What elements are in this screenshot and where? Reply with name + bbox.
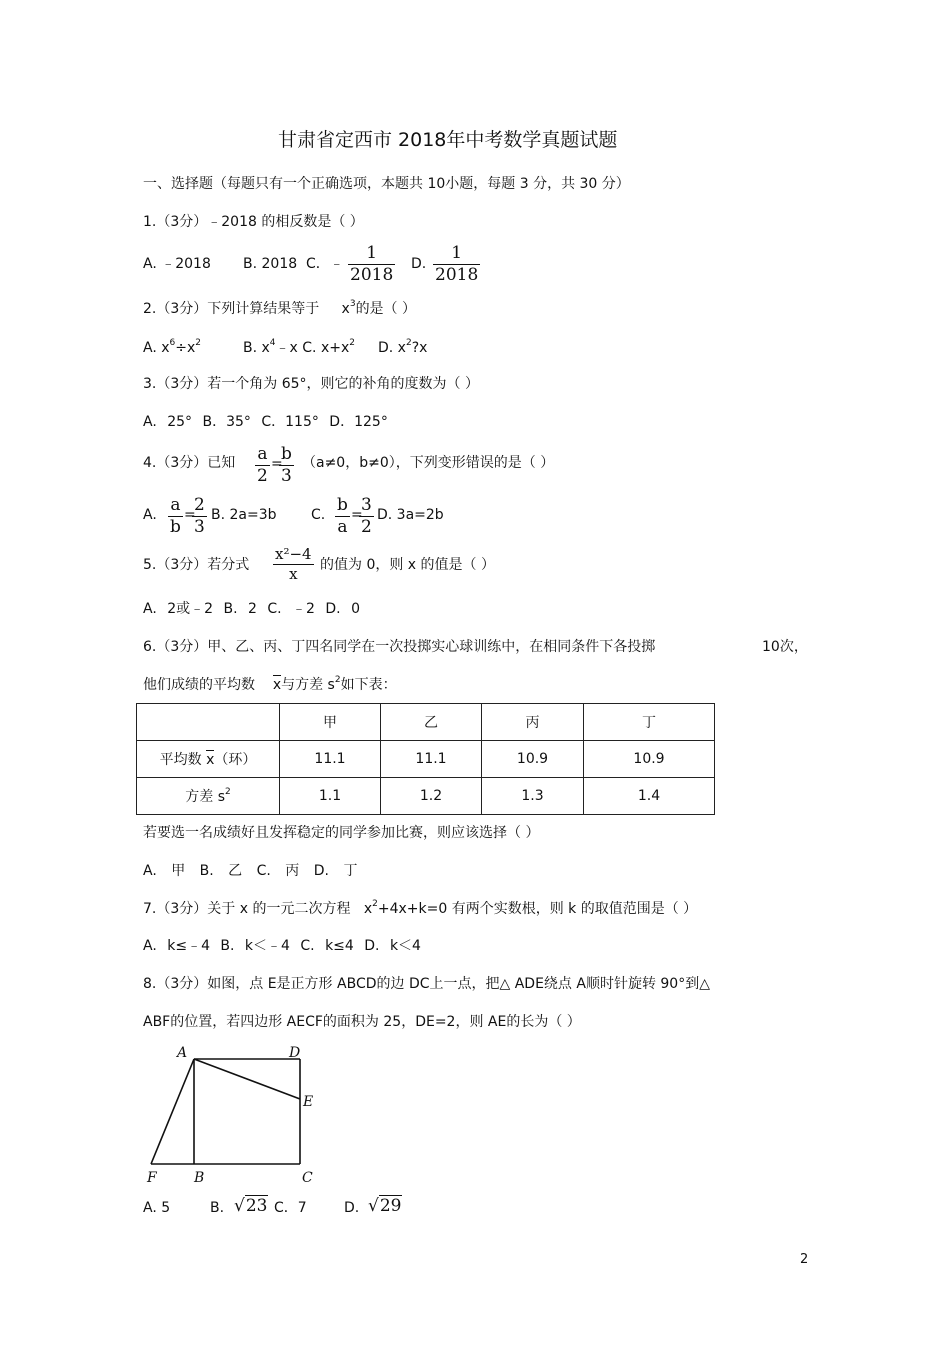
q2-stem [143, 299, 417, 317]
q3-options: A. 25° B．35° C．115° D．125° [143, 414, 388, 430]
fraction-numerator: 1 [366, 243, 378, 263]
q2-option-d-rest: ?x [411, 340, 428, 356]
table-cell: 11.1 [381, 741, 482, 778]
table-header-cell: 丙 [482, 704, 584, 741]
page-number: 2 [800, 1252, 809, 1267]
mean-symbol: x [272, 677, 282, 693]
q8-line1: 8.（3分）如图，点 E是正方形 ABCD的边 DC上一点，把△ ADE绕点 A顺时针旋转 90°到△ [143, 976, 710, 992]
q1-option-a: A. ﹣2018 [143, 256, 211, 272]
equals-sign: = [351, 507, 363, 523]
exponent: 2 [225, 787, 231, 797]
q2-variable: x [341, 301, 350, 317]
q4-given-fraction-right [279, 446, 294, 485]
row-label-text: 平均数 [159, 752, 202, 768]
q7-stem [143, 899, 698, 917]
point-label-d: D [289, 1045, 301, 1061]
q7-variable: x [363, 901, 373, 917]
q5-stem-b: 的值为 0，则 x 的值是（ ） [320, 557, 495, 573]
q1-option-d-fraction [433, 245, 480, 284]
section-heading: 一、选择题（每题只有一个正确选项，本题共 10小题，每题 3 分，共 30 分） [143, 176, 630, 192]
table-row-label [137, 741, 280, 778]
q4-option-c: C. [311, 507, 326, 523]
table-header-cell [137, 704, 280, 741]
q7-stem-tail: +4x+k=0 有两个实数根，则 k 的取值范围是（ ） [377, 901, 698, 917]
table-cell: 10.9 [482, 741, 584, 778]
table-header-cell: 丁 [584, 704, 715, 741]
point-label-b: B [194, 1170, 205, 1186]
table-row [137, 778, 715, 815]
q2-option-a-rest: ÷x [175, 340, 196, 356]
q4-option-a-fraction-right [192, 497, 207, 536]
q5-fraction [273, 547, 314, 582]
point-label-c: C [302, 1170, 313, 1186]
q4-option-c-fraction-left [335, 497, 350, 536]
exponent: 4 [269, 338, 276, 348]
exponent: 6 [169, 338, 176, 348]
fraction-numerator: 2 [194, 495, 205, 515]
q2-stem-tail: 的是（ ） [355, 301, 417, 317]
q4-option-b: B. 2a=3b [211, 507, 277, 523]
q2-exponent: 3 [349, 299, 356, 309]
equals-sign: = [271, 456, 283, 472]
table-cell: 10.9 [584, 741, 715, 778]
q2-option-d-text: D. x [378, 340, 406, 356]
fraction-numerator: a [257, 444, 268, 464]
q2-option-b-rest: ﹣x C. x+x [275, 340, 350, 356]
page-title: 甘肃省定西市 2018年中考数学真题试题 [278, 129, 618, 151]
q8-option-a: A. 5 [143, 1200, 171, 1216]
fraction-denominator: 2018 [435, 265, 479, 285]
radicand: 23 [245, 1196, 268, 1216]
q1-option-c: C．﹣ [306, 256, 344, 272]
q8-option-c: C．7 [274, 1200, 307, 1216]
q6-line1-tail: 10次， [762, 639, 808, 655]
exponent: 2 [372, 899, 378, 909]
point-label-e: E [303, 1094, 314, 1110]
q8-option-d: D. [344, 1200, 360, 1216]
fraction-denominator: 3 [194, 517, 205, 537]
table-header-cell: 甲 [280, 704, 381, 741]
exponent: 2 [334, 675, 341, 685]
table-cell: 11.1 [280, 741, 381, 778]
q4-option-a: A. [143, 507, 157, 523]
q1-option-b: B. 2018 [243, 256, 298, 272]
q8-option-b: B. [210, 1200, 225, 1216]
q8-geometry-figure [140, 1040, 330, 1190]
q8-line2: ABF的位置，若四边形 AECF的面积为 25，DE=2，则 AE的长为（ ） [143, 1014, 581, 1030]
fraction-denominator: 3 [281, 466, 292, 486]
table-cell: 1.4 [584, 778, 715, 815]
fraction-denominator: 2 [257, 466, 268, 486]
fraction-numerator: x²−4 [275, 545, 312, 563]
table-cell: 1.2 [381, 778, 482, 815]
q2-options-bc [243, 338, 355, 356]
table-header-row [137, 704, 715, 741]
exponent: 2 [349, 338, 355, 348]
q2-option-d [378, 338, 428, 356]
table-header-cell: 乙 [381, 704, 482, 741]
q7-stem-text: 7.（3分）关于 x 的一元二次方程 [143, 901, 351, 917]
q7-options: A. k≤﹣4 B. k＜﹣4 C. k≤4 D. k＜4 [143, 938, 421, 954]
table-row-label [137, 778, 280, 815]
q6-options: A. 甲 B. 乙 C. 丙 D. 丁 [143, 863, 358, 879]
q6-line2-tail: 如下表： [340, 677, 397, 693]
row-label-text: 方差 s [185, 789, 225, 805]
q6-line1: 6.（3分）甲、乙、丙、丁四名同学在一次投掷实心球训练中，在相同条件下各投掷 [143, 639, 656, 655]
table-cell: 1.1 [280, 778, 381, 815]
q4-stem-a: 4.（3分）已知 [143, 455, 236, 471]
fraction-numerator: 3 [361, 495, 372, 515]
q8-option-d-radical: √29 [368, 1196, 402, 1216]
q4-option-c-fraction-right [359, 497, 374, 536]
equals-sign: = [184, 507, 196, 523]
q1-option-c-fraction [348, 245, 395, 284]
q6-question: 若要选一名成绩好且发挥稳定的同学参加比赛，则应该选择（ ） [143, 825, 540, 841]
fraction-denominator: b [170, 517, 181, 537]
point-label-f: F [147, 1170, 157, 1186]
fraction-denominator: a [337, 517, 348, 537]
row-label-unit: （环） [214, 752, 257, 768]
point-label-a: A [177, 1045, 188, 1061]
score-table [136, 703, 715, 815]
fraction-denominator: 2018 [350, 265, 394, 285]
q2-options [143, 338, 202, 356]
q6-line2 [143, 675, 397, 693]
exponent: 2 [405, 338, 412, 348]
q2-option-b: B. x [243, 340, 270, 356]
edge-af [151, 1059, 194, 1164]
table-cell: 1.3 [482, 778, 584, 815]
q2-stem-text: 2.（3分）下列计算结果等于 [143, 301, 320, 317]
q4-option-d: D. 3a=2b [377, 507, 444, 523]
fraction-numerator: a [170, 495, 181, 515]
q2-option-a: A. x [143, 340, 170, 356]
radicand: 29 [379, 1196, 402, 1216]
q1-stem: 1.（3分）﹣2018 的相反数是（ ） [143, 214, 364, 230]
fraction-denominator: 2 [361, 517, 372, 537]
fraction-numerator: 1 [451, 243, 463, 263]
q4-given-fraction-left [255, 446, 270, 485]
fraction-numerator: b [281, 444, 292, 464]
q5-options: A. 2或﹣2 B. 2 C. ﹣2 D. 0 [143, 601, 360, 617]
q6-line2-mid: 与方差 s [281, 677, 335, 693]
table-row [137, 741, 715, 778]
q1-option-d: D. [411, 256, 427, 272]
q8-option-b-radical: √23 [234, 1196, 268, 1216]
segment-ae [194, 1059, 300, 1099]
q3-stem: 3.（3分）若一个角为 65°，则它的补角的度数为（ ） [143, 376, 479, 392]
exponent: 2 [195, 338, 202, 348]
fraction-denominator: x [289, 565, 298, 583]
q6-line2-text: 他们成绩的平均数 [143, 677, 255, 693]
q4-option-a-fraction-left [168, 497, 183, 536]
q4-stem-b: （a≠0，b≠0），下列变形错误的是（ ） [302, 455, 555, 471]
mean-symbol: x [206, 752, 215, 768]
q5-stem-a: 5.（3分）若分式 [143, 557, 250, 573]
fraction-numerator: b [337, 495, 348, 515]
